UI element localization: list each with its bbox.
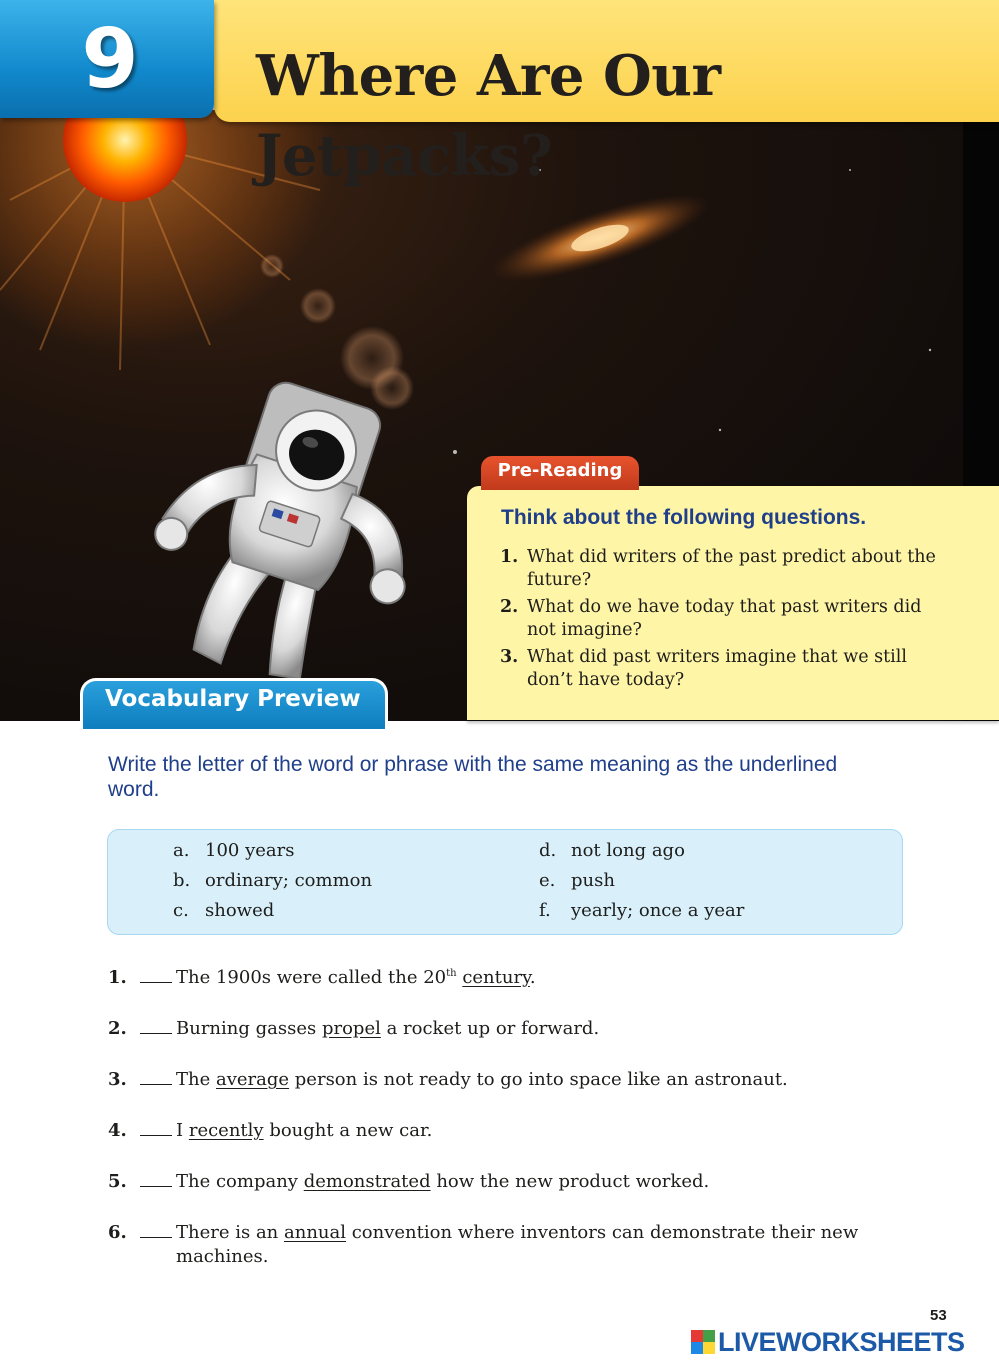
sentence-start: Burning gasses — [176, 1018, 322, 1039]
answer-blank[interactable] — [140, 1221, 172, 1238]
answer-options-box — [107, 829, 903, 935]
answer-option — [539, 870, 615, 892]
page-number: 53 — [930, 1307, 947, 1324]
underlined-word: annual — [284, 1222, 346, 1243]
item-number: 1. — [108, 967, 127, 988]
item-sentence — [176, 1170, 868, 1194]
vocabulary-item — [108, 1068, 868, 1092]
pre-reading-question — [500, 646, 940, 692]
underlined-word: century — [462, 967, 530, 988]
vocabulary-instructions: Write the letter of the word or phrase with the same meaning as the underlined word. — [108, 753, 838, 801]
unit-number: 9 — [81, 12, 139, 107]
pre-reading-heading: Think about the following questions. — [501, 506, 867, 529]
answer-blank[interactable] — [140, 1068, 172, 1085]
item-sentence — [176, 1017, 868, 1041]
sentence-start: The 1900s were called the 20 — [176, 967, 447, 988]
option-text: showed — [205, 900, 275, 921]
underlined-word: average — [215, 1069, 290, 1090]
vocabulary-preview-label: Vocabulary Preview — [105, 686, 361, 712]
question-text: What did past writers imagine that we still don’t have today? — [527, 647, 907, 690]
item-sentence — [176, 966, 868, 990]
brand-name: LIVEWORKSHEETS — [718, 1326, 965, 1357]
answer-option — [173, 840, 294, 862]
pre-reading-tab-label: Pre-Reading — [497, 460, 623, 481]
ordinal-suffix: th — [446, 968, 457, 979]
liveworksheets-logo[interactable] — [691, 1326, 991, 1358]
sentence-end: . — [529, 967, 536, 988]
answer-blank[interactable] — [140, 1170, 172, 1187]
vocabulary-item — [108, 1119, 868, 1143]
answer-option — [173, 870, 372, 892]
item-number: 3. — [108, 1069, 127, 1090]
option-letter: b. — [173, 870, 191, 891]
item-number: 6. — [108, 1222, 127, 1243]
sentence-start: There is an — [176, 1222, 284, 1243]
vocabulary-item — [108, 1170, 868, 1194]
brand-square — [703, 1330, 715, 1342]
option-text: 100 years — [205, 840, 295, 861]
item-number: 4. — [108, 1120, 127, 1141]
underlined-word: demonstrated — [303, 1171, 431, 1192]
sentence-start: The company — [176, 1171, 304, 1192]
option-letter: c. — [173, 900, 189, 921]
underlined-word: recently — [188, 1120, 264, 1141]
option-text: yearly; once a year — [571, 900, 745, 921]
vocabulary-item — [108, 1017, 868, 1041]
sentence-start: The — [176, 1069, 216, 1090]
question-number: 3. — [500, 647, 519, 667]
sentence-start: I — [176, 1120, 189, 1141]
underlined-word: propel — [321, 1018, 381, 1039]
title-bar — [214, 0, 999, 189]
sentence-end: how the new product worked. — [430, 1171, 710, 1192]
vocabulary-preview-tab — [80, 678, 388, 726]
pre-reading-box — [467, 486, 999, 720]
option-text: ordinary; common — [205, 870, 373, 891]
item-sentence — [176, 1221, 868, 1269]
pre-reading-question-list — [500, 546, 940, 696]
item-sentence — [176, 1068, 868, 1092]
question-text: What do we have today that past writers did not imagine? — [527, 597, 922, 640]
vocabulary-item — [108, 1221, 868, 1269]
sentence-end: a rocket up or forward. — [380, 1018, 600, 1039]
sentence-end: bought a new car. — [263, 1120, 433, 1141]
option-text: not long ago — [571, 840, 685, 861]
pre-reading-question — [500, 546, 940, 592]
answer-option — [173, 900, 274, 922]
question-number: 1. — [500, 547, 519, 567]
option-letter: d. — [539, 840, 557, 861]
item-sentence — [176, 1119, 868, 1143]
question-text: What did writers of the past predict about the future? — [527, 547, 936, 590]
answer-blank[interactable] — [140, 1119, 172, 1136]
item-number: 2. — [108, 1018, 127, 1039]
answer-blank[interactable] — [140, 966, 172, 983]
answer-option — [539, 840, 685, 862]
answer-option — [539, 900, 744, 922]
sentence-end: convention where inventors can demonstrate their new machines. — [176, 1222, 859, 1267]
unit-badge — [0, 0, 214, 118]
item-number: 5. — [108, 1171, 127, 1192]
vocabulary-item — [108, 966, 868, 990]
brand-square — [691, 1330, 703, 1342]
brand-square — [691, 1342, 703, 1354]
pre-reading-question — [500, 596, 940, 642]
brand-square — [703, 1342, 715, 1354]
option-text: push — [571, 870, 615, 891]
option-letter: e. — [539, 870, 556, 891]
page-title: Where Are Our Jetpacks? — [256, 43, 721, 189]
astronaut-graphic — [123, 358, 455, 711]
sentence-end: person is not ready to go into space like an astronaut. — [289, 1069, 788, 1090]
pre-reading-tab — [481, 456, 639, 490]
question-number: 2. — [500, 597, 519, 617]
liveworksheets-mark-icon — [691, 1330, 715, 1354]
option-letter: a. — [173, 840, 190, 861]
option-letter: f. — [539, 900, 551, 921]
answer-blank[interactable] — [140, 1017, 172, 1034]
